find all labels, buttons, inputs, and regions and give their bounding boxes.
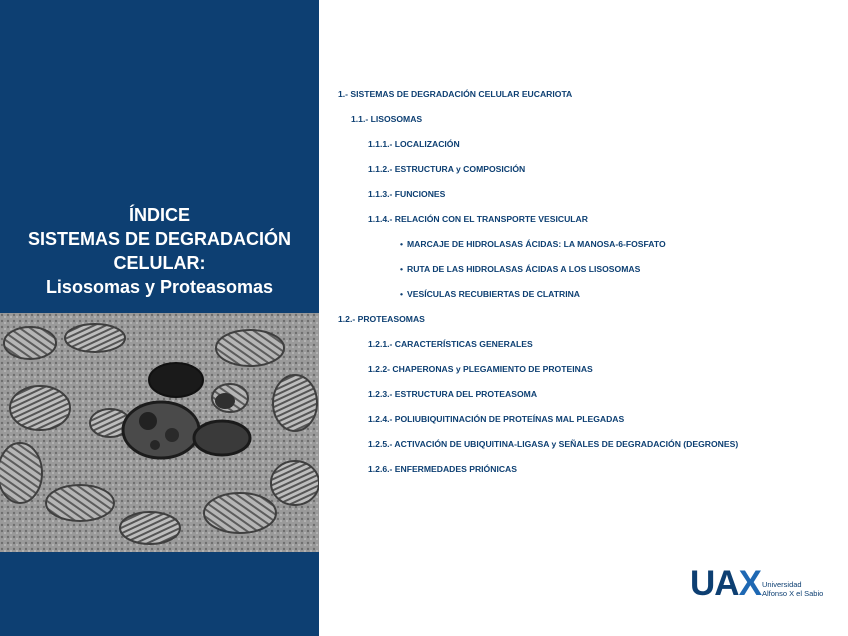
toc-item[interactable]: 1.1.4.- RELACIÓN CON EL TRANSPORTE VESICULAR: [368, 214, 588, 224]
toc-subitem[interactable]: [400, 288, 580, 300]
toc-subitem-label: VESÍCULAS RECUBIERTAS DE CLATRINA: [407, 289, 581, 299]
toc-subitem[interactable]: [400, 263, 640, 275]
logo-mark-ua: UA: [690, 564, 739, 603]
logo-text: [762, 580, 823, 598]
toc-item[interactable]: 1.2.3.- ESTRUCTURA DEL PROTEASOMA: [368, 389, 538, 399]
logo-text-line-2: Alfonso X el Sabio: [762, 589, 824, 598]
toc-subitem-label: MARCAJE DE HIDROLASAS ÁCIDAS: LA MANOSA-6-FOSFATO: [407, 239, 666, 249]
electron-micrograph-image: [0, 313, 319, 552]
title-line-2: SISTEMAS DE DEGRADACIÓN: [27, 229, 292, 249]
logo-mark: [690, 566, 761, 602]
bullet-icon: •: [400, 239, 404, 249]
toc-item[interactable]: 1.2.1.- CARACTERÍSTICAS GENERALES: [368, 339, 533, 349]
toc-item[interactable]: 1.2.6.- ENFERMEDADES PRIÓNICAS: [368, 464, 517, 474]
toc-item[interactable]: 1.2.5.- ACTIVACIÓN DE UBIQUITINA-LIGASA y SEÑALES DE DEGRADACIÓN (DEGRONES): [368, 439, 739, 449]
toc-item[interactable]: 1.2.- PROTEASOMAS: [338, 314, 425, 324]
toc-item[interactable]: 1.1.1.- LOCALIZACIÓN: [368, 139, 460, 149]
bullet-icon: •: [400, 289, 404, 299]
title-line-1: ÍNDICE: [128, 205, 190, 225]
toc-subitem-label: RUTA DE LAS HIDROLASAS ÁCIDAS A LOS LISOSOMAS: [407, 264, 641, 274]
title-line-4: Lisosomas y Proteasomas: [45, 277, 274, 297]
left-panel: [0, 0, 319, 636]
university-logo: [690, 566, 830, 602]
toc-item[interactable]: 1.2.4.- POLIUBIQUITINACIÓN DE PROTEÍNAS MAL PLEGADAS: [368, 414, 625, 424]
title-line-3: CELULAR:: [113, 253, 206, 273]
toc-item[interactable]: 1.- SISTEMAS DE DEGRADACIÓN CELULAR EUCARIOTA: [338, 89, 573, 99]
page-title: [0, 203, 319, 299]
toc-subitem[interactable]: [400, 238, 666, 250]
logo-text-line-1: Universidad: [762, 580, 802, 589]
toc-item[interactable]: 1.1.- LISOSOMAS: [351, 114, 423, 124]
bullet-icon: •: [400, 264, 404, 274]
toc-item[interactable]: 1.1.2.- ESTRUCTURA y COMPOSICIÓN: [368, 164, 526, 174]
logo-mark-x: X: [738, 564, 761, 603]
toc-item[interactable]: 1.1.3.- FUNCIONES: [368, 189, 446, 199]
toc-item[interactable]: 1.2.2- CHAPERONAS y PLEGAMIENTO DE PROTEINAS: [368, 364, 593, 374]
